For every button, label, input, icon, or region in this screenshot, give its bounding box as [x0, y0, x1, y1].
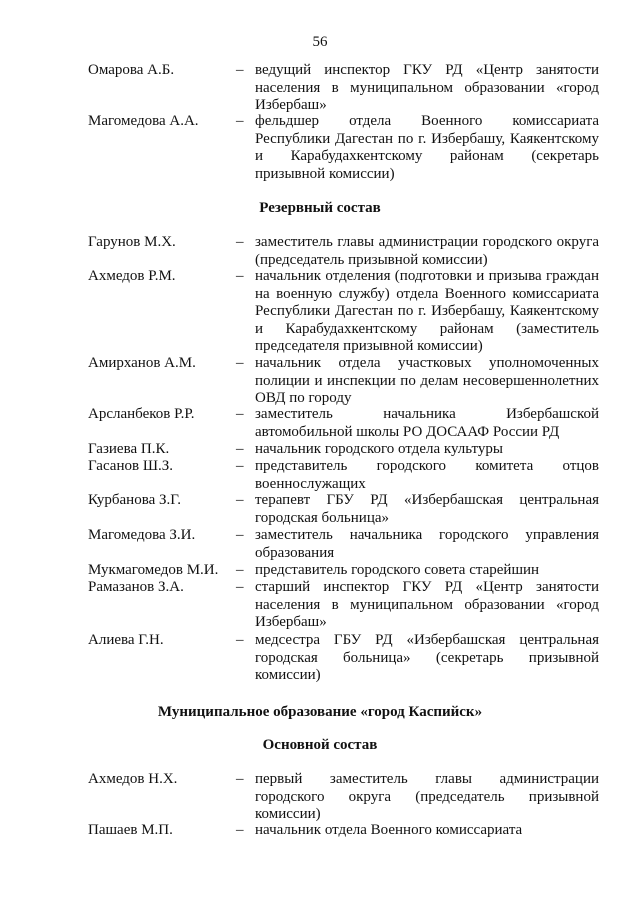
member-name: Мукмагомедов М.И.	[88, 562, 219, 578]
member-role: начальник отдела Военного комиссариата	[255, 822, 523, 838]
member-name: Ахмедов Р.М.	[88, 268, 176, 284]
member-role: заместитель начальника Избербашской автомобильной школы РО ДОСААФ России РД	[255, 406, 599, 440]
member-name: Алиева Г.Н.	[88, 632, 164, 648]
dash: –	[236, 113, 244, 129]
member-name: Гасанов Ш.З.	[88, 458, 173, 474]
member-role: терапевт ГБУ РД «Избербашская центральная городская больница»	[255, 492, 599, 526]
member-role: представитель городского комитета отцов военнослужащих	[255, 458, 599, 492]
member-role: фельдшер отдела Военного комиссариата Республики Дагестан по г. Избербашу, Каякентскому и Карабудахкентскому районам (секретарь призывной комиссии)	[255, 113, 599, 182]
member-role: начальник отделения (подготовки и призыва граждан на военную службу) отдела Военного комиссариата Республики Дагестан по г. Избербашу, Каякентскому и Карабудахкентскому районам (заместитель председателя призывной комиссии)	[255, 268, 599, 355]
dash: –	[236, 406, 244, 422]
member-role: медсестра ГБУ РД «Избербашская центральная городская больница» (секретарь призывной комиссии)	[255, 632, 599, 684]
dash: –	[236, 492, 244, 508]
member-role: заместитель начальника городского управления образования	[255, 527, 599, 561]
member-name: Амирханов А.М.	[88, 355, 196, 371]
section-heading-main: Основной состав	[262, 737, 378, 753]
dash: –	[236, 822, 244, 838]
member-role: первый заместитель главы администрации городского округа (председатель призывной комиссии)	[255, 771, 599, 823]
dash: –	[236, 62, 244, 78]
dash: –	[236, 234, 244, 250]
member-role: начальник отдела участковых уполномоченных полиции и инспекции по делам несовершеннолетних ОВД по городу	[255, 355, 599, 407]
dash: –	[236, 527, 244, 543]
member-name: Магомедова А.А.	[88, 113, 199, 129]
member-role: ведущий инспектор ГКУ РД «Центр занятости населения в муниципальном образовании «город Избербаш»	[255, 62, 599, 114]
dash: –	[236, 441, 244, 457]
member-name: Ахмедов Н.Х.	[88, 771, 178, 787]
dash: –	[236, 632, 244, 648]
dash: –	[236, 458, 244, 474]
member-role: представитель городского совета старейшин	[255, 562, 540, 578]
section-heading-reserve: Резервный состав	[259, 200, 381, 216]
dash: –	[236, 355, 244, 371]
member-name: Пашаев М.П.	[88, 822, 173, 838]
dash: –	[236, 579, 244, 595]
member-name: Омарова А.Б.	[88, 62, 175, 78]
member-role: начальник городского отдела культуры	[255, 441, 503, 457]
member-name: Газиева П.К.	[88, 441, 170, 457]
dash: –	[236, 771, 244, 787]
member-name: Курбанова З.Г.	[88, 492, 181, 508]
page-number: 56	[312, 34, 328, 50]
section-heading-municipality: Муниципальное образование «город Каспийск»	[157, 704, 483, 720]
member-name: Гарунов М.Х.	[88, 234, 176, 250]
dash: –	[236, 268, 244, 284]
dash: –	[236, 562, 244, 578]
member-role: старший инспектор ГКУ РД «Центр занятости населения в муниципальном образовании «город Избербаш»	[255, 579, 599, 631]
member-name: Арсланбеков Р.Р.	[88, 406, 195, 422]
member-name: Магомедова З.И.	[88, 527, 196, 543]
member-role: заместитель главы администрации городского округа (председатель призывной комиссии)	[255, 234, 599, 268]
member-name: Рамазанов З.А.	[88, 579, 184, 595]
